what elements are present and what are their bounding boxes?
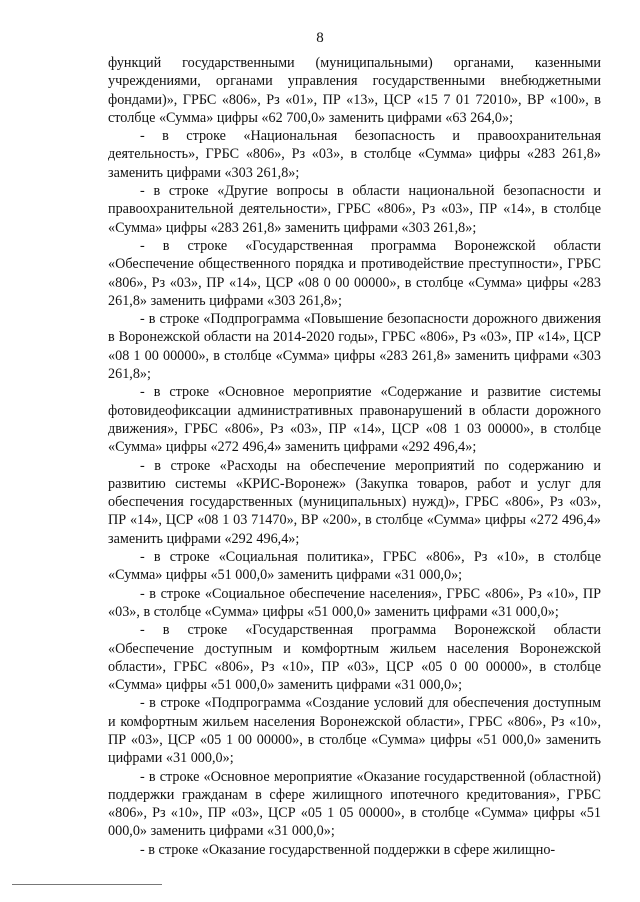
paragraph-item: - в строке «Подпрограмма «Создание условий для обеспечения доступным и комфортным жильем населения Воронежской области», ГРБС «806», Рз «10», ПР «03», ЦСР «05 1 00 00000», в столбце «Сумма» цифры «51 000,0» заменить цифрами «31 000,0»; xyxy=(108,695,601,767)
paragraph-item: - в строке «Государственная программа Воронежской области «Обеспечение общественного порядка и противодействие преступности», ГРБС «806», Рз «03», ПР «14», ЦСР «08 0 00 00000», в столбце «Сумма» цифры «283 261,8» заменить цифрами «303 261,8»; xyxy=(108,237,601,309)
paragraph-item: - в строке «Национальная безопасность и правоохранительная деятельность», ГРБС «806», Рз «03», в столбце «Сумма» цифры «283 261,8» заменить цифрами «303 261,8»; xyxy=(108,128,601,181)
paragraph-continuation: функций государственными (муниципальными) органами, казенными учреждениями, органами управления государственными внебюджетными фондами)», ГРБС «806», Рз «01», ПР «13», ЦСР «15 7 01 72010», ВР «100», в столбце «Сумма» цифры «62 700,0» заменить цифрами «63 264,0»; xyxy=(108,55,601,126)
document-body xyxy=(108,54,601,859)
paragraph-item: - в строке «Основное мероприятие «Содержание и развитие системы фотовидеофиксации административных правонарушений в области дорожного движения», ГРБС «806», Рз «03», ПР «14», ЦСР «08 1 03 00000», в столбце «Сумма» цифры «272 496,4» заменить цифрами «292 496,4»; xyxy=(108,384,601,456)
paragraph-item: - в строке «Подпрограмма «Повышение безопасности дорожного движения в Воронежской области на 2014-2020 годы», ГРБС «806», Рз «03», ПР «14», ЦСР «08 1 00 00000», в столбце «Сумма» цифры «283 261,8» заменить цифрами «303 261,8»; xyxy=(108,311,601,383)
page-number: 8 xyxy=(316,30,324,46)
paragraph-item: - в строке «Социальное обеспечение населения», ГРБС «806», Рз «10», ПР «03», в столбце «Сумма» цифры «51 000,0» заменить цифрами «31 000,0»; xyxy=(108,585,601,620)
paragraph-item: - в строке «Расходы на обеспечение мероприятий по содержанию и развитию системы «КРИС-Воронеж» (Закупка товаров, работ и услуг для обеспечения государственных (муниципальных) нужд)», ГРБС «806», Рз «03», ПР «14», ЦСР «08 1 03 71470», ВР «200», в столбце «Сумма» цифры «272 496,4» заменить цифрами «292 496,4»; xyxy=(108,457,601,547)
paragraph-item: - в строке «Оказание государственной поддержки в сфере жилищно- xyxy=(140,841,556,858)
paragraph-item: - в строке «Государственная программа Воронежской области «Обеспечение доступным и комфортным жильем населения Воронежской области», ГРБС «806», Рз «10», ПР «03», ЦСР «05 0 00 00000», в столбце «Сумма» цифры «51 000,0» заменить цифрами «31 000,0»; xyxy=(108,622,601,694)
paragraph-item: - в строке «Социальная политика», ГРБС «806», Рз «10», в столбце «Сумма» цифры «51 000,0» заменить цифрами «31 000,0»; xyxy=(108,549,601,584)
paragraph-item: - в строке «Основное мероприятие «Оказание государственной (областной) поддержки гражданам в сфере жилищного ипотечного кредитования», ГРБС «806», Рз «10», ПР «03», ЦСР «05 1 05 00000», в столбце «Сумма» цифры «51 000,0» заменить цифрами «31 000,0»; xyxy=(108,768,601,840)
bottom-divider xyxy=(12,884,162,885)
paragraph-item: - в строке «Другие вопросы в области национальной безопасности и правоохранительной деятельности», ГРБС «806», Рз «03», ПР «14», в столбце «Сумма» цифры «283 261,8» заменить цифрами «303 261,8»; xyxy=(108,183,601,236)
